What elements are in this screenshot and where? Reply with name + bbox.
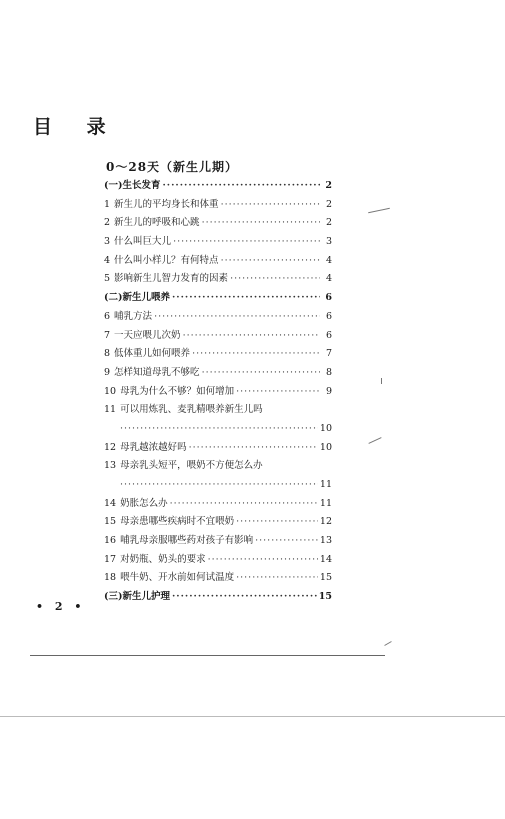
toc-entry-label: (二)新生儿喂养	[104, 292, 170, 304]
dot-leader	[154, 308, 320, 327]
toc-entry-page: 12	[319, 516, 332, 528]
toc-entry-number: 11	[104, 404, 117, 416]
toc-entry-page: 2	[325, 198, 332, 210]
table-of-contents	[104, 177, 332, 607]
toc-entry-number: 15	[104, 516, 117, 528]
toc-entry	[104, 513, 332, 532]
toc-entry-page: 2	[325, 180, 332, 191]
toc-entry	[104, 327, 332, 346]
toc-entry	[104, 420, 332, 439]
toc-entry-label: 新生儿的平均身长和体重	[114, 198, 219, 210]
scan-mark	[384, 641, 391, 646]
toc-entry-number: 4	[104, 254, 111, 266]
toc-entry	[104, 345, 332, 364]
dot-leader	[172, 289, 320, 308]
toc-entry-page: 13	[319, 535, 332, 547]
dot-leader	[172, 588, 317, 607]
dot-leader	[255, 532, 318, 551]
toc-entry-page: 10	[319, 422, 332, 434]
toc-entry	[104, 233, 332, 252]
scan-mark	[368, 208, 390, 214]
toc-entry-page: 14	[319, 553, 332, 565]
toc-entry-label: 一天应喂儿次奶	[114, 329, 181, 341]
toc-entry-number: 3	[104, 236, 111, 248]
toc-entry-label: (三)新生儿护理	[104, 591, 170, 603]
toc-entry-page: 4	[325, 254, 332, 266]
toc-entry-page: 10	[319, 441, 332, 453]
bottom-rule	[30, 655, 385, 656]
toc-entry-page: 8	[325, 366, 332, 378]
toc-entry-page: 4	[325, 273, 332, 285]
toc-entry-number: 12	[104, 441, 117, 453]
toc-entry-number: 7	[104, 329, 111, 341]
toc-entry-number: 10	[104, 385, 117, 397]
scan-mark	[368, 437, 381, 444]
toc-entry	[104, 588, 332, 607]
toc-entry-page: 11	[319, 479, 332, 490]
toc-entry-number: 9	[104, 366, 111, 378]
toc-entry	[104, 177, 332, 196]
toc-entry-page: 15	[318, 591, 332, 603]
toc-entry-label: 怎样知道母乳不够吃	[114, 366, 200, 378]
page-number: • 2 •	[36, 600, 86, 613]
toc-entry-label: 影响新生儿智力发育的因素	[114, 273, 229, 285]
toc-entry-number: 18	[104, 572, 117, 584]
toc-entry	[104, 476, 332, 495]
scan-edge-line	[0, 716, 505, 717]
toc-entry-number: 6	[104, 310, 111, 322]
dot-leader	[189, 439, 318, 458]
toc-entry	[104, 551, 332, 570]
toc-entry-page: 7	[325, 348, 332, 360]
dot-leader	[120, 420, 318, 439]
toc-entry-page: 3	[325, 236, 332, 248]
toc-entry-number: 2	[104, 217, 111, 229]
toc-entry-page: 9	[325, 385, 332, 397]
dot-leader	[236, 383, 320, 402]
toc-entry	[104, 196, 332, 215]
toc-entry-label: 哺乳方法	[114, 310, 153, 322]
dot-leader	[230, 270, 320, 289]
toc-entry-page: 6	[325, 310, 332, 322]
toc-entry-label: 母乳越浓越好吗	[120, 441, 187, 453]
toc-entry-number: 1	[104, 198, 111, 210]
toc-entry-page: 15	[319, 572, 332, 584]
dot-leader	[183, 327, 320, 346]
toc-entry-label: 奶胀怎么办	[120, 497, 168, 509]
toc-entry-label: 可以用炼乳、麦乳精喂养新生儿吗	[120, 404, 263, 416]
toc-entry	[104, 252, 332, 271]
toc-entry	[104, 364, 332, 383]
toc-entry	[104, 457, 332, 476]
dot-leader	[221, 196, 320, 215]
toc-entry-number: 14	[104, 497, 117, 509]
toc-entry-number: 5	[104, 273, 111, 285]
toc-entry	[104, 270, 332, 289]
scan-mark	[381, 378, 382, 384]
toc-entry-label: 母亲患哪些疾病时不宜喂奶	[120, 516, 235, 528]
toc-entry	[104, 532, 332, 551]
toc-entry	[104, 289, 332, 308]
toc-entry	[104, 495, 332, 514]
section-heading: 0～28天（新生儿期）	[106, 160, 239, 174]
toc-entry-label: 母乳为什么不够？如何增加	[120, 385, 235, 397]
dot-leader	[202, 364, 320, 383]
dot-leader	[208, 551, 318, 570]
dot-leader	[221, 252, 320, 271]
toc-entry-label: 低体重儿如何喂养	[114, 348, 191, 360]
dot-leader	[236, 569, 318, 588]
toc-entry-page: 6	[325, 292, 332, 304]
dot-leader	[120, 476, 318, 495]
toc-entry	[104, 401, 332, 420]
toc-entry-number: 16	[104, 535, 117, 547]
toc-entry-number: 8	[104, 348, 111, 360]
toc-entry	[104, 439, 332, 458]
dot-leader	[170, 495, 318, 514]
dot-leader	[236, 513, 318, 532]
toc-entry-label: 什么叫小样儿？有何特点	[114, 254, 219, 266]
toc-entry-page: 2	[325, 217, 332, 229]
dot-leader	[173, 233, 320, 252]
toc-entry-label: 新生儿的呼吸和心跳	[114, 217, 200, 229]
toc-entry-label: 哺乳母亲服哪些药对孩子有影响	[120, 535, 254, 547]
page-title: 目 录	[33, 116, 120, 138]
toc-entry	[104, 383, 332, 402]
toc-entry-label: 母亲乳头短平，喂奶不方便怎么办	[120, 460, 263, 472]
dot-leader	[202, 214, 320, 233]
toc-entry-number: 13	[104, 460, 117, 472]
toc-entry	[104, 308, 332, 327]
toc-entry-page: 6	[325, 329, 332, 341]
toc-entry	[104, 214, 332, 233]
toc-entry-label: 喂牛奶、开水前如何试温度	[120, 572, 235, 584]
toc-entry-label: 什么叫巨大儿	[114, 236, 172, 248]
toc-entry-number: 17	[104, 553, 117, 565]
toc-entry	[104, 569, 332, 588]
dot-leader	[192, 345, 320, 364]
dot-leader	[163, 177, 321, 196]
toc-entry-label: 对奶瓶、奶头的要求	[120, 553, 206, 565]
toc-entry-page: 11	[319, 497, 332, 509]
toc-entry-label: (一)生长发育	[104, 180, 161, 191]
